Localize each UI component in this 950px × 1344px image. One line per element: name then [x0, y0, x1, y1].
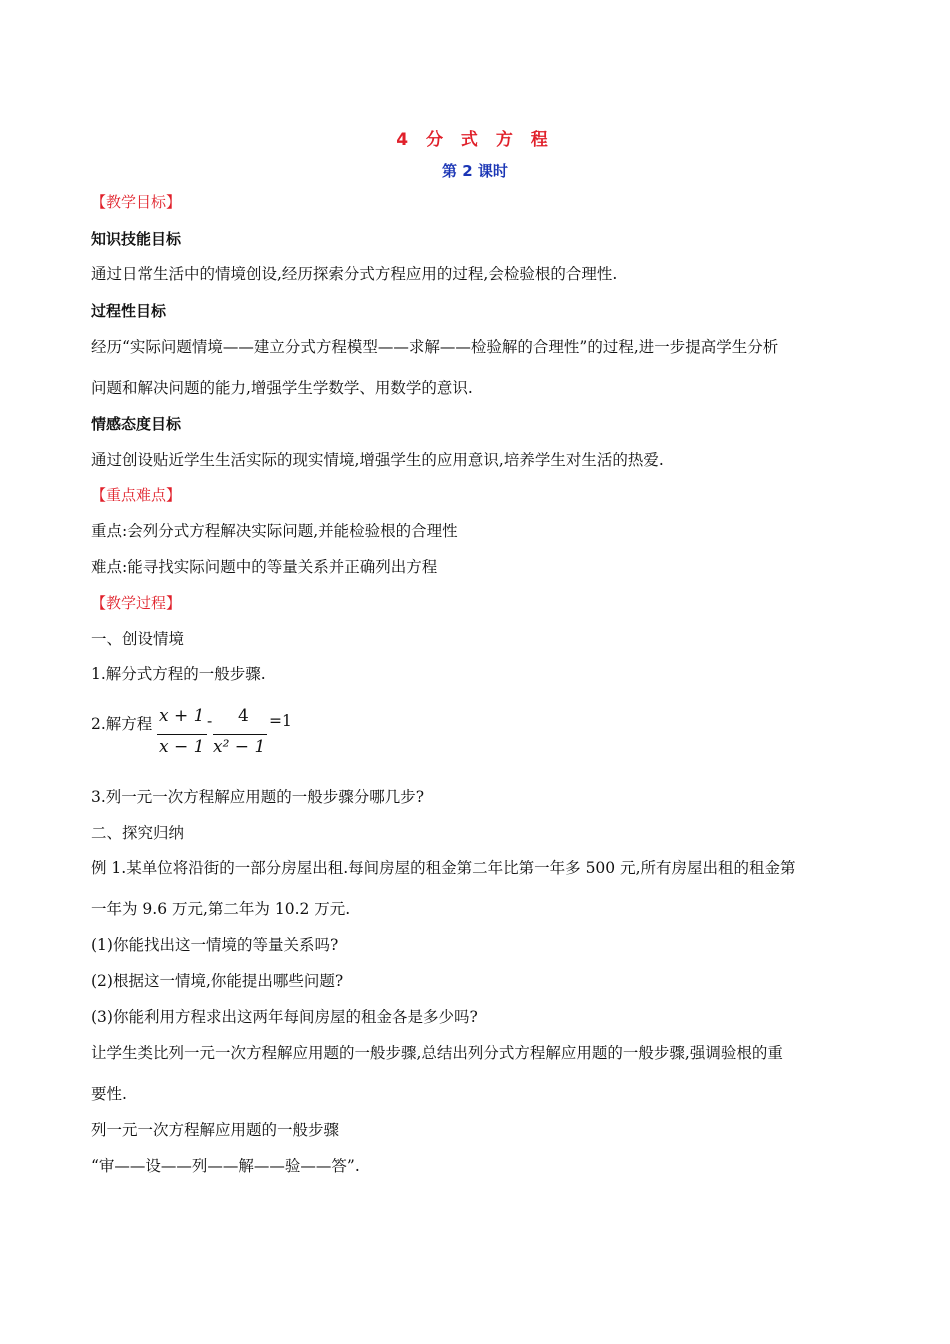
- question-2-label: 2.解方程: [91, 715, 153, 733]
- difficulty-text: 难点:能寻找实际问题中的等量关系并正确列出方程: [91, 558, 438, 576]
- section-key-points: 【重点难点】: [91, 486, 182, 504]
- analogy-line-2: 要性.: [91, 1085, 127, 1103]
- equation-question-2: [91, 706, 351, 766]
- section-objectives: 【教学目标】: [91, 193, 182, 211]
- fraction-2-denominator: x² − 1: [213, 737, 266, 757]
- analogy-line-1: 让学生类比列一元一次方程解应用题的一般步骤,总结出列分式方程解应用题的一般步骤,强调验根的重: [91, 1044, 783, 1062]
- example-1-line-2: 一年为 9.6 万元,第二年为 10.2 万元.: [91, 900, 351, 918]
- emotion-text: 通过创设贴近学生生活实际的现实情境,增强学生的应用意识,培养学生对生活的热爱.: [91, 451, 664, 469]
- process-text-1: 经历“实际问题情境——建立分式方程模型——求解——检验解的合理性”的过程,进一步提高学生分析: [91, 338, 779, 356]
- sub-question-2: (2)根据这一情境,你能提出哪些问题?: [91, 972, 344, 990]
- steps-heading: 列一元一次方程解应用题的一般步骤: [91, 1121, 340, 1139]
- steps-text: “审——设——列——解——验——答”.: [91, 1157, 360, 1175]
- part2-heading: 二、探究归纳: [91, 824, 185, 842]
- knowledge-heading: 知识技能目标: [91, 230, 182, 248]
- minus-sign: -: [207, 712, 213, 730]
- equation-rhs: =1: [269, 712, 292, 730]
- page-subtitle: 第 2 课时: [442, 162, 508, 180]
- process-heading: 过程性目标: [91, 302, 167, 320]
- question-3: 3.列一元一次方程解应用题的一般步骤分哪几步?: [91, 788, 425, 806]
- sub-question-3: (3)你能利用方程求出这两年每间房屋的租金各是多少吗?: [91, 1008, 478, 1026]
- part1-heading: 一、创设情境: [91, 630, 185, 648]
- fraction-2-numerator: 4: [238, 706, 249, 726]
- question-1: 1.解分式方程的一般步骤.: [91, 665, 266, 683]
- process-text-2: 问题和解决问题的能力,增强学生学数学、用数学的意识.: [91, 379, 473, 397]
- page-title: 4 分 式 方 程: [396, 130, 554, 150]
- emotion-heading: 情感态度目标: [91, 415, 182, 433]
- fraction-1-numerator: x + 1: [159, 706, 205, 726]
- sub-question-1: (1)你能找出这一情境的等量关系吗?: [91, 936, 339, 954]
- example-1-line-1: 例 1.某单位将沿街的一部分房屋出租.每间房屋的租金第二年比第一年多 500 元,所有房屋出租的租金第: [91, 859, 796, 877]
- section-process: 【教学过程】: [91, 594, 182, 612]
- fraction-1-denominator: x − 1: [159, 737, 205, 757]
- fraction-2-bar: [213, 734, 267, 735]
- focus-text: 重点:会列分式方程解决实际问题,并能检验根的合理性: [91, 522, 458, 540]
- fraction-1-bar: [157, 734, 207, 735]
- knowledge-text: 通过日常生活中的情境创设,经历探索分式方程应用的过程,会检验根的合理性.: [91, 265, 618, 283]
